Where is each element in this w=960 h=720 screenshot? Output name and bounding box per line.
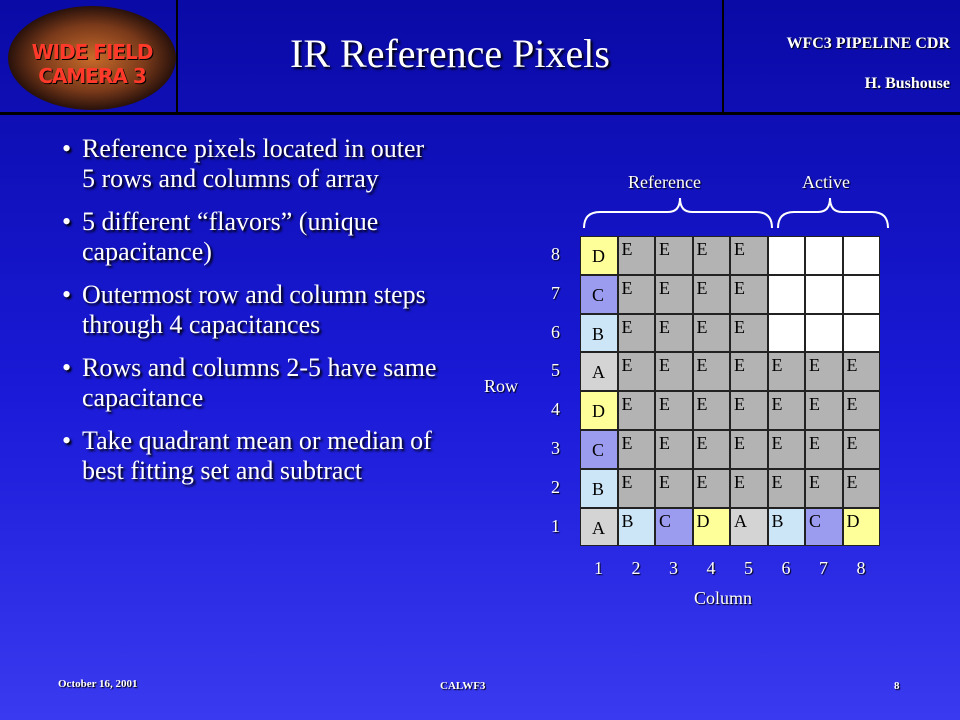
reference-brace xyxy=(584,198,772,228)
grid-cell xyxy=(693,314,731,353)
grid-cell xyxy=(655,430,693,469)
grid-cell xyxy=(618,469,656,508)
grid-cell-label: D xyxy=(846,510,860,531)
grid-cell xyxy=(693,236,731,275)
row-number: 3 xyxy=(551,438,560,458)
active-brace xyxy=(778,198,888,228)
grid-cell-label: E xyxy=(734,433,745,453)
grid-cell-label: E xyxy=(846,471,858,492)
grid-cell xyxy=(580,469,618,508)
bullet-list xyxy=(58,134,438,499)
grid-cell-label: E xyxy=(846,394,858,415)
grid-cell-label: E xyxy=(771,471,783,492)
grid-cell-label: E xyxy=(621,277,633,298)
grid-cell xyxy=(580,508,618,547)
grid-cell-label: C xyxy=(659,510,672,531)
grid-cell xyxy=(618,314,656,353)
author-name: H. Bushouse xyxy=(864,75,950,92)
bullet-item: • Take quadrant mean or median of best fitting set and subtract xyxy=(58,426,438,486)
grid-cell xyxy=(768,236,806,275)
row-number: 2 xyxy=(551,476,560,497)
grid-cell xyxy=(655,275,693,314)
grid-cell xyxy=(768,391,806,430)
wfc3-logo xyxy=(8,6,176,110)
grid-cell xyxy=(843,508,881,547)
grid-cell-label: E xyxy=(659,277,670,298)
grid-cell xyxy=(580,314,618,353)
grid-cell-label: E xyxy=(696,239,708,259)
grid-cell-label: E xyxy=(846,433,858,453)
active-label: Active xyxy=(802,172,850,192)
column-number: 8 xyxy=(856,558,866,578)
grid-cell-label: A xyxy=(592,362,605,383)
bullet-item: • Reference pixels located in outer 5 rows and columns of array xyxy=(58,134,438,194)
grid-cell xyxy=(843,314,881,353)
reference-label: Reference xyxy=(628,172,701,192)
grid-cell-label: E xyxy=(734,239,745,259)
column-number: 2 xyxy=(631,558,641,578)
grid-cell xyxy=(730,236,768,275)
grid-cell xyxy=(730,508,768,547)
grid-cell-label: D xyxy=(592,246,605,266)
project-name: WFC3 PIPELINE CDR xyxy=(786,35,950,52)
grid-cell xyxy=(768,430,806,469)
footer-date: October 16, 2001 xyxy=(58,678,138,690)
grid-cell-label: E xyxy=(621,355,633,376)
grid-cell xyxy=(580,275,618,314)
grid-cell-label: E xyxy=(621,394,633,415)
grid-cell xyxy=(730,469,768,508)
grid-cell xyxy=(843,391,881,430)
grid-cell xyxy=(805,469,843,508)
grid-cell-label: D xyxy=(592,401,605,422)
slide-title: IR Reference Pixels xyxy=(290,31,610,76)
grid-cell xyxy=(618,508,656,547)
row-number: 5 xyxy=(551,360,560,381)
grid-cell-label: E xyxy=(696,394,708,415)
grid-cell xyxy=(805,236,843,275)
grid-cell-label: E xyxy=(809,433,820,453)
grid-cell-label: E xyxy=(659,355,670,376)
grid-cell xyxy=(805,275,843,314)
column-number: 7 xyxy=(819,558,828,578)
grid-cell xyxy=(843,236,881,275)
grid-cell-label: E xyxy=(696,433,708,453)
grid-cell xyxy=(618,430,656,469)
grid-cell xyxy=(693,430,731,469)
grid-cell xyxy=(768,352,806,391)
brace-group xyxy=(580,194,900,234)
grid-cell-label: E xyxy=(809,394,820,415)
bullet-item: • Outermost row and column steps through 4 capacitances xyxy=(58,280,438,340)
grid-cell xyxy=(655,391,693,430)
grid-cell xyxy=(580,391,618,430)
grid-cell xyxy=(618,391,656,430)
row-number: 7 xyxy=(551,282,560,303)
grid-cell xyxy=(580,352,618,391)
grid-cell-label: E xyxy=(621,471,633,492)
column-axis-label: Column xyxy=(694,588,753,608)
grid-cell xyxy=(843,275,881,314)
grid-cell xyxy=(768,275,806,314)
row-number: 8 xyxy=(551,244,560,264)
grid-cell xyxy=(693,469,731,508)
grid-cell xyxy=(618,352,656,391)
header-divider xyxy=(0,112,960,115)
grid-cell xyxy=(618,275,656,314)
grid-cell-label: E xyxy=(809,355,820,376)
grid-cell-label: E xyxy=(771,355,783,376)
header-left-divider xyxy=(176,0,178,112)
grid-cell xyxy=(843,352,881,391)
grid-cell-label: B xyxy=(592,323,605,344)
grid-cell xyxy=(805,352,843,391)
grid-cell-label: E xyxy=(659,239,670,259)
footer-center: CALWF3 xyxy=(440,680,486,692)
grid-cell xyxy=(655,236,693,275)
grid-cell xyxy=(730,275,768,314)
footer-page-number: 8 xyxy=(894,680,900,692)
row-number: 1 xyxy=(551,515,560,536)
column-number: 3 xyxy=(669,558,678,578)
grid-cell-label: E xyxy=(771,433,783,453)
grid-cell xyxy=(843,430,881,469)
grid-cell xyxy=(730,352,768,391)
column-number: 5 xyxy=(744,558,753,578)
bullet-item: • 5 different “flavors” (unique capacitance) xyxy=(58,207,438,267)
grid-cell-label: E xyxy=(734,471,745,492)
grid-cell-label: E xyxy=(734,316,745,337)
grid-cell xyxy=(655,508,693,547)
grid-cell-label: E xyxy=(659,471,670,492)
grid-cell-label: E xyxy=(771,394,783,415)
grid-cell-label: E xyxy=(696,316,708,337)
grid-cell-label: E xyxy=(734,394,745,415)
grid-cell xyxy=(580,430,618,469)
grid-cell xyxy=(805,430,843,469)
grid-cell xyxy=(768,469,806,508)
grid-cell xyxy=(805,391,843,430)
grid-cell-label: E xyxy=(696,277,708,298)
grid-cell-label: D xyxy=(696,510,710,531)
grid-cell xyxy=(805,508,843,547)
grid-cell xyxy=(655,352,693,391)
logo-text: WIDE FIELD CAMERA 3 xyxy=(31,40,153,88)
row-number: 6 xyxy=(551,321,560,342)
grid-cell xyxy=(693,391,731,430)
column-number: 1 xyxy=(594,558,603,578)
column-number: 6 xyxy=(781,558,791,578)
grid-cell xyxy=(730,430,768,469)
grid-cell-label: E xyxy=(621,239,633,259)
grid-cell-label: E xyxy=(659,433,670,453)
grid-cell xyxy=(730,314,768,353)
grid-cell-label: E xyxy=(734,355,745,376)
grid-cell xyxy=(693,508,731,547)
grid-cell-label: E xyxy=(846,355,858,376)
bullet-item: • Rows and columns 2-5 have same capacitance xyxy=(58,353,438,413)
grid-cell xyxy=(580,236,618,275)
grid-cell xyxy=(843,469,881,508)
grid-cell-label: B xyxy=(771,510,784,531)
grid-cell xyxy=(655,469,693,508)
grid-cell xyxy=(805,314,843,353)
grid-cell-label: A xyxy=(734,510,747,531)
grid-cell-label: E xyxy=(659,316,670,337)
grid-cell xyxy=(768,508,806,547)
grid-cell xyxy=(618,236,656,275)
row-number: 4 xyxy=(551,399,560,420)
grid-cell-label: B xyxy=(621,510,634,531)
grid-cell-label: B xyxy=(592,478,605,499)
grid-cell-label: C xyxy=(592,440,605,460)
row-axis-label: Row xyxy=(484,376,519,396)
grid-cell-label: C xyxy=(809,510,822,531)
grid-cell xyxy=(655,314,693,353)
grid-cell xyxy=(693,275,731,314)
header-info xyxy=(724,24,950,104)
grid-cell-label: E xyxy=(621,316,633,337)
grid-cell xyxy=(730,391,768,430)
grid-cell xyxy=(768,314,806,353)
grid-cell-label: E xyxy=(696,355,708,376)
grid-cell-label: C xyxy=(592,284,605,305)
grid-cell-label: E xyxy=(659,394,670,415)
grid-cell-label: E xyxy=(621,433,633,453)
grid-cell xyxy=(693,352,731,391)
grid-cell-label: A xyxy=(592,517,605,538)
grid-cell-label: E xyxy=(809,471,820,492)
grid-cell-label: E xyxy=(696,471,708,492)
column-number: 4 xyxy=(706,558,716,578)
grid-cell-label: E xyxy=(734,277,745,298)
